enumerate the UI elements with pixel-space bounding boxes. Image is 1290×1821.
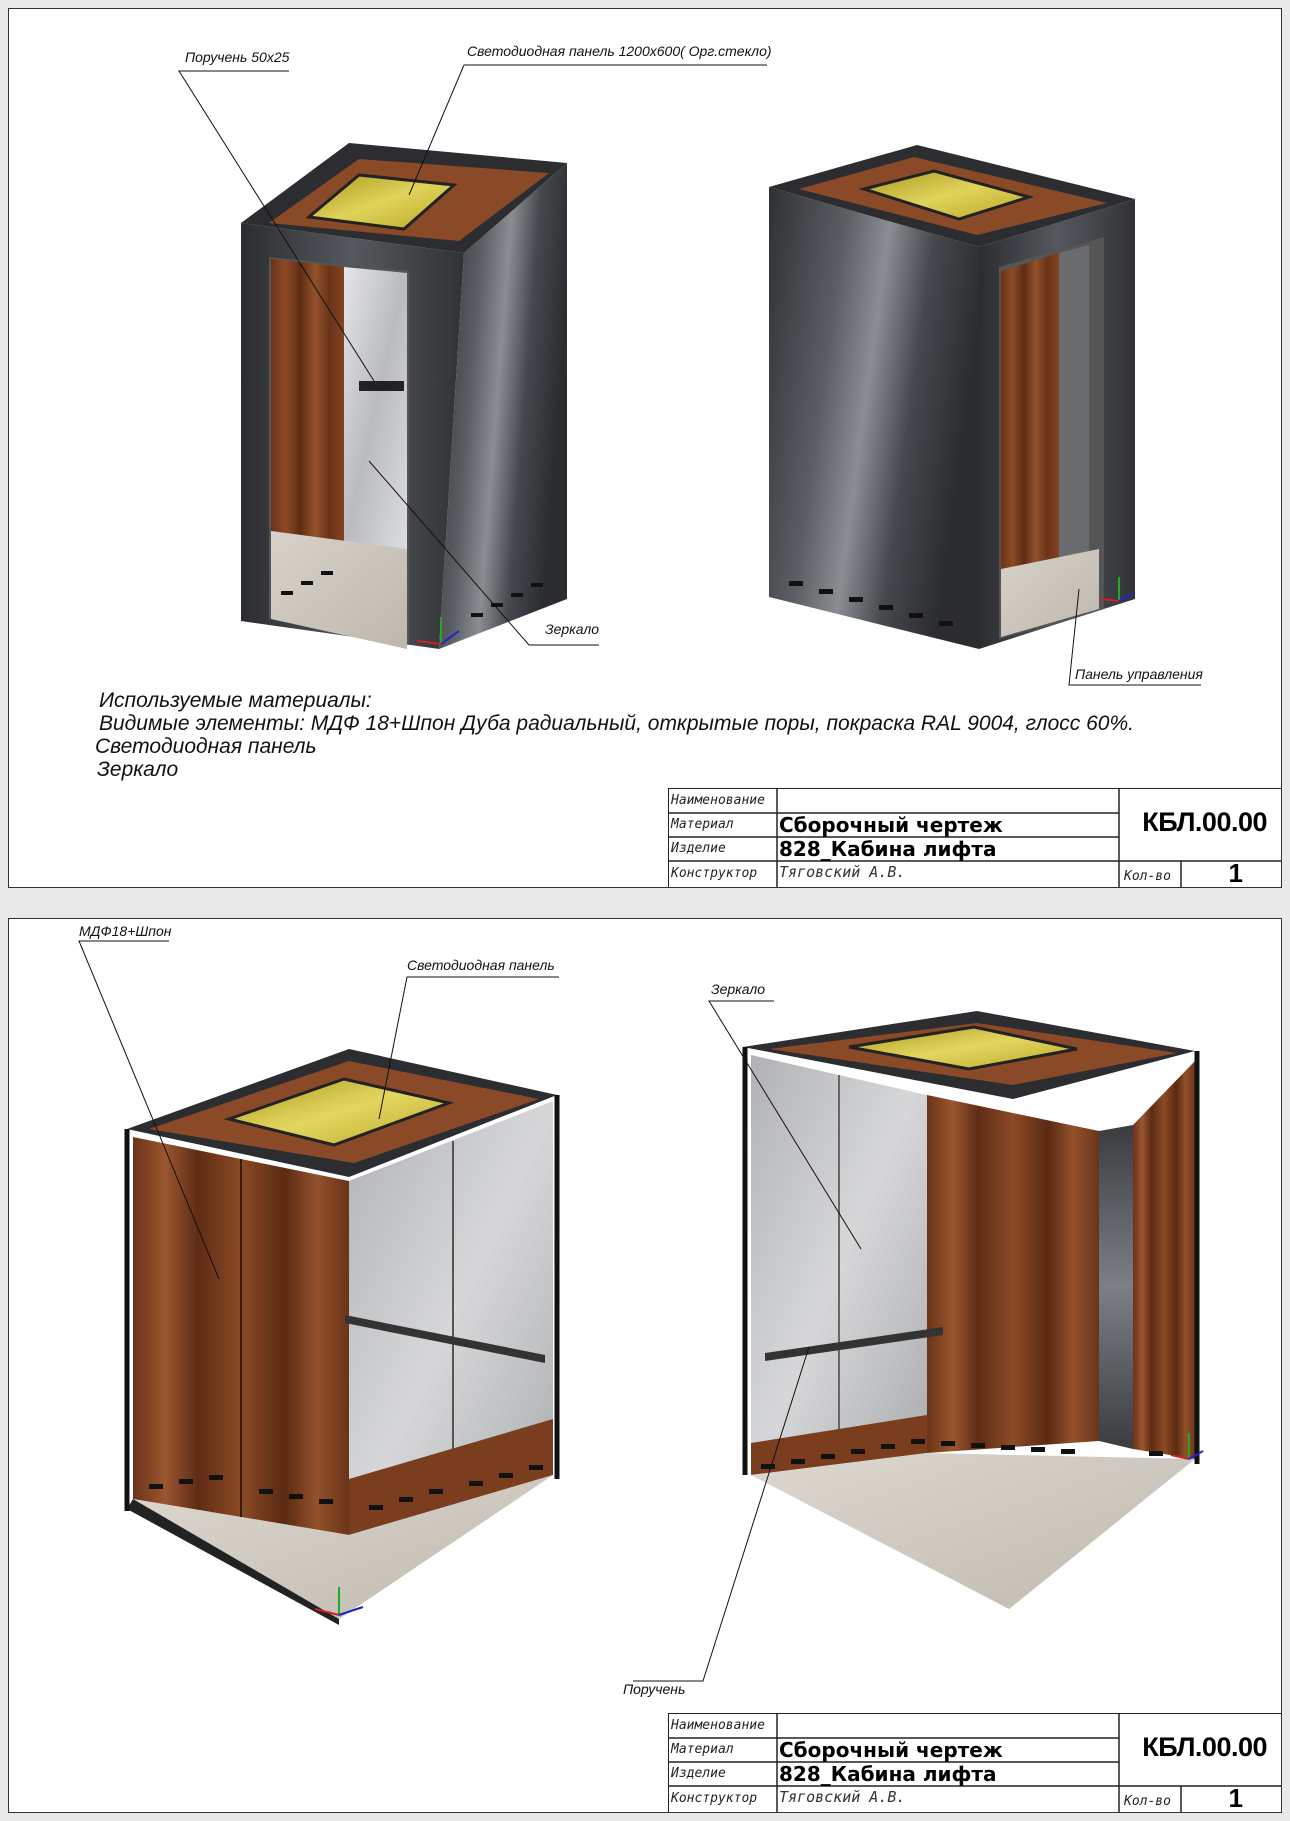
title-block-sheet-2 (668, 1713, 1281, 1812)
tb-qty-label: Кол-во (1124, 1794, 1171, 1809)
tb-label-material: Материал (671, 1742, 734, 1757)
tb-label-product: Изделие (671, 841, 726, 856)
materials-line-led-panel: Светодиодная панель (95, 735, 317, 758)
tb-qty-label: Кол-во (1124, 869, 1171, 884)
tb-material-value: Сборочный чертеж (779, 813, 1003, 837)
tb-label-designer: Конструктор (671, 1791, 758, 1806)
tb-label-designer: Конструктор (671, 866, 758, 881)
materials-notes (95, 689, 1134, 781)
tb-label-product: Изделие (671, 1766, 726, 1781)
callout-mirror-2: Зеркало (711, 981, 766, 997)
tb-product-value: 828_Кабина лифта (779, 837, 997, 861)
tb-qty-value: 1 (1228, 858, 1243, 888)
tb-drawing-code: КБЛ.00.00 (1142, 807, 1267, 837)
tb-qty-value: 1 (1228, 1783, 1243, 1813)
callout-handrail-2: Поручень (623, 1681, 686, 1697)
tb-product-value: 828_Кабина лифта (779, 1762, 997, 1786)
tb-label-material: Материал (671, 817, 734, 832)
tb-label-name: Наименование (671, 1718, 765, 1733)
callout-mdf-veneer: МДФ18+Шпон (79, 923, 172, 939)
tb-designer-value: Тяговский А.В. (779, 1788, 906, 1806)
tb-material-value: Сборочный чертеж (779, 1738, 1003, 1762)
materials-line-mirror: Зеркало (97, 758, 179, 781)
callout-control-panel: Панель управления (1075, 666, 1203, 682)
tb-designer-value: Тяговский А.В. (779, 863, 906, 881)
tb-label-name: Наименование (671, 793, 765, 808)
materials-line-visible-elements: Видимые элементы: МДФ 18+Шпон Дуба радиальный, открытые поры, покраска RAL 9004, глосс 60%. (99, 712, 1134, 735)
cabin-rear-view (769, 145, 1135, 649)
callout-led-panel: Светодиодная панель 1200х600( Орг.стекло) (467, 43, 772, 59)
callout-mirror: Зеркало (545, 621, 600, 637)
drawing-sheet-1 (8, 8, 1282, 888)
title-block-sheet-1 (668, 788, 1281, 887)
callout-handrail: Поручень 50х25 (185, 49, 290, 65)
sheet-2-illustrations (9, 919, 1282, 1813)
cabin-interior-right-view (743, 1011, 1203, 1609)
cabin-interior-left-view (127, 1049, 557, 1625)
materials-heading: Используемые материалы: (99, 689, 372, 712)
callout-led-panel-2: Светодиодная панель (407, 957, 555, 973)
cabin-front-view (241, 143, 567, 649)
tb-drawing-code: КБЛ.00.00 (1142, 1732, 1267, 1762)
drawing-sheet-2 (8, 918, 1282, 1813)
